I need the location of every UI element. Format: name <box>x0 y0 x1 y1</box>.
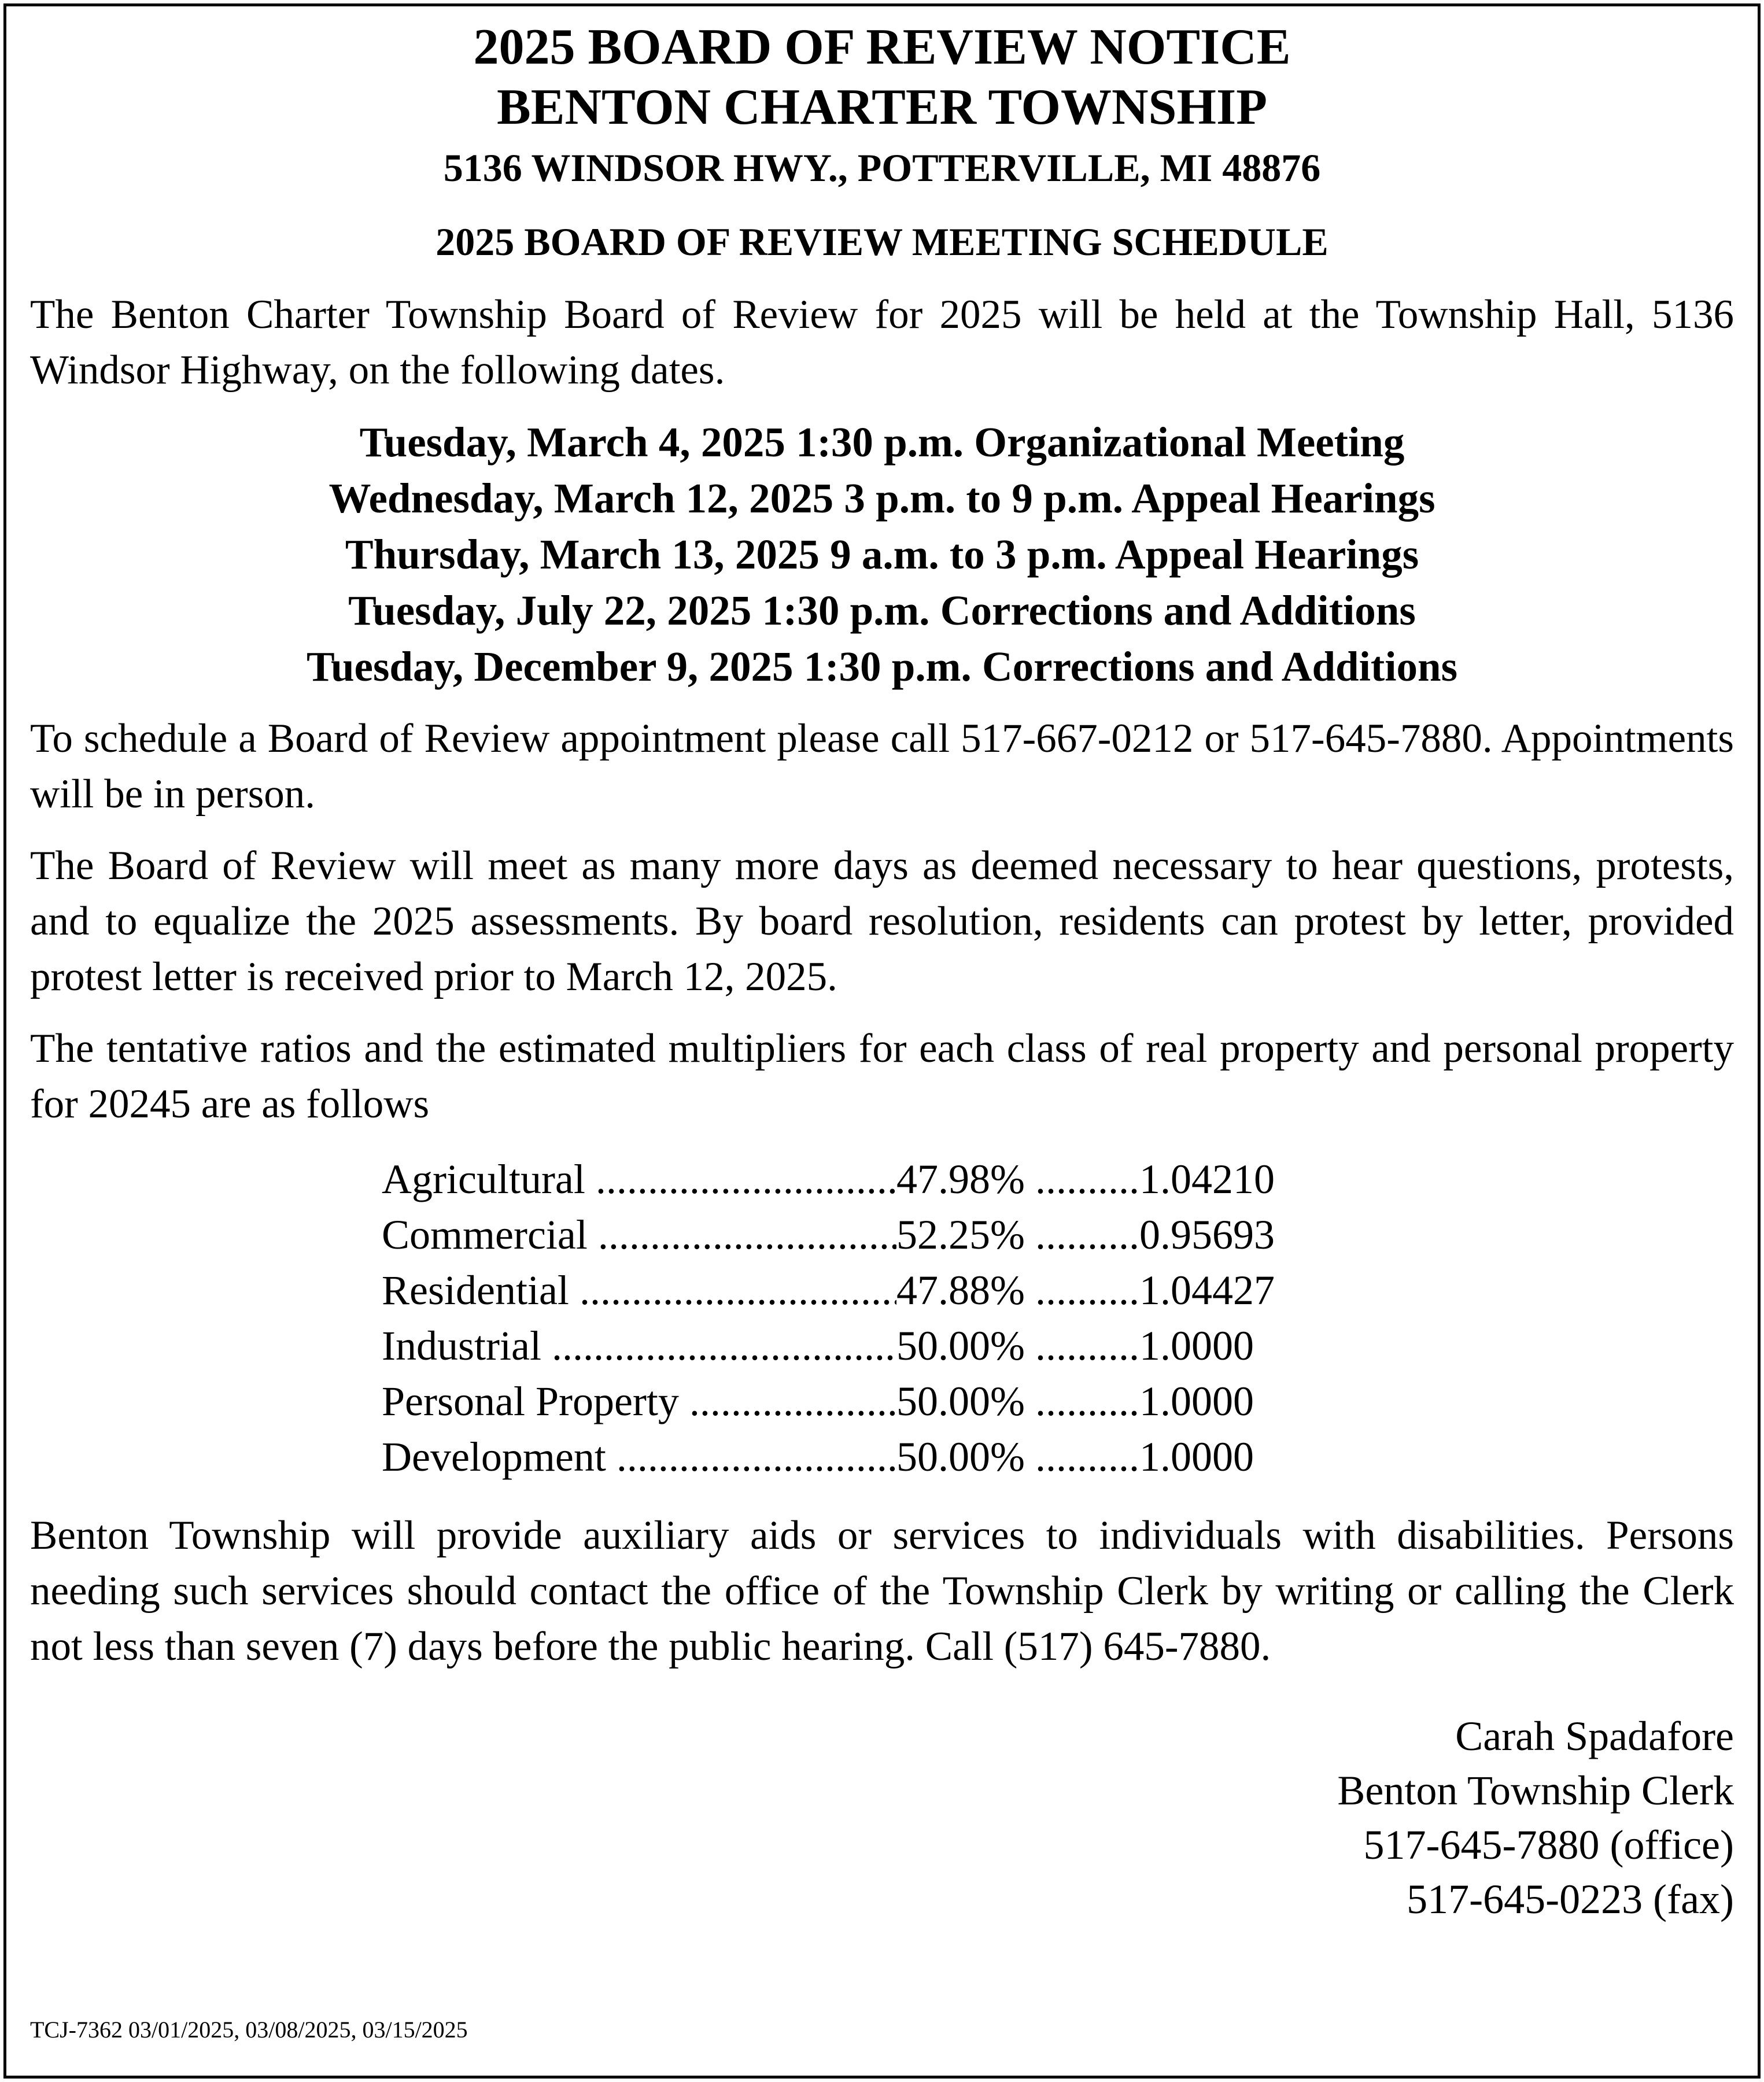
notice-title: 2025 BOARD OF REVIEW NOTICE <box>473 19 1291 75</box>
ratio-class: Residential ..... <box>382 1263 896 1318</box>
signature-block <box>30 1709 1734 1926</box>
township-name: BENTON CHARTER TOWNSHIP <box>497 79 1267 135</box>
ratios-intro-paragraph: The tentative ratios and the estimated multipliers for each class of real property and personal property for 20245 are as follows <box>30 1026 1734 1127</box>
ratio-row <box>382 1318 1423 1374</box>
ratio-row <box>382 1151 1423 1207</box>
ratio-value: 50.00% ..... <box>896 1318 1139 1374</box>
ratio-value: 50.00% ..... <box>896 1429 1139 1485</box>
multiplier-value: 1.0000 <box>1139 1378 1254 1424</box>
multiplier-value: 1.0000 <box>1139 1434 1254 1480</box>
clerk-name: Carah Spadafore <box>1455 1713 1734 1759</box>
ratio-value: 47.88% ..... <box>896 1263 1139 1318</box>
schedule-item: Thursday, March 13, 2025 9 a.m. to 3 p.m. Appeal Hearings <box>345 531 1419 578</box>
ratio-value: 47.98% ..... <box>896 1151 1139 1207</box>
intro-paragraph: The Benton Charter Township Board of Review for 2025 will be held at the Township Hall, 5136 Windsor Highway, on the following dates. <box>30 292 1734 393</box>
multiplier-value: 0.95693 <box>1139 1212 1275 1258</box>
multiplier-value: 1.04210 <box>1139 1156 1275 1202</box>
ratio-class: Development ..... <box>382 1429 896 1485</box>
ratio-class: Agricultural ..... <box>382 1151 896 1207</box>
clerk-title: Benton Township Clerk <box>1337 1767 1734 1814</box>
meeting-schedule <box>30 414 1734 695</box>
accessibility-paragraph: Benton Township will provide auxiliary aids or services to individuals with disabilities. Persons needing such services should contact the office of the Township Clerk by writing or calling the Clerk not less than seven (7) days before the public hearing. Call (517) 645-7880. <box>30 1513 1734 1669</box>
ratio-row <box>382 1374 1423 1429</box>
ratio-value: 50.00% ..... <box>896 1374 1139 1429</box>
ratio-class: Commercial ..... <box>382 1207 896 1263</box>
publication-footer: TCJ-7362 03/01/2025, 03/08/2025, 03/15/2025 <box>30 2017 468 2043</box>
ratio-value: 52.25% ..... <box>896 1207 1139 1263</box>
ratio-row <box>382 1207 1423 1263</box>
schedule-item: Tuesday, July 22, 2025 1:30 p.m. Corrections and Additions <box>348 587 1416 634</box>
ratio-row <box>382 1429 1423 1485</box>
schedule-item: Tuesday, December 9, 2025 1:30 p.m. Corrections and Additions <box>306 643 1458 690</box>
township-address: 5136 WINDSOR HWY., POTTERVILLE, MI 48876 <box>443 146 1321 190</box>
clerk-fax: 517-645-0223 (fax) <box>1407 1876 1734 1922</box>
schedule-item: Wednesday, March 12, 2025 3 p.m. to 9 p.m. Appeal Hearings <box>329 475 1435 522</box>
ratio-class: Personal Property ..... <box>382 1374 896 1429</box>
ratios-table <box>382 1151 1423 1485</box>
multiplier-value: 1.04427 <box>1139 1267 1275 1313</box>
clerk-office-phone: 517-645-7880 (office) <box>1363 1822 1734 1868</box>
schedule-item: Tuesday, March 4, 2025 1:30 p.m. Organizational Meeting <box>359 419 1405 466</box>
ratio-row <box>382 1263 1423 1318</box>
ratio-class: Industrial ..... <box>382 1318 896 1374</box>
notice-content <box>30 17 1734 1926</box>
schedule-heading: 2025 BOARD OF REVIEW MEETING SCHEDULE <box>436 220 1328 264</box>
appointment-paragraph: To schedule a Board of Review appointment please call 517-667-0212 or 517-645-7880. Appointments will be in person. <box>30 716 1734 817</box>
meeting-paragraph: The Board of Review will meet as many more days as deemed necessary to hear questions, protests, and to equalize the 2025 assessments. By board resolution, residents can protest by letter, provided protest letter is received prior to March 12, 2025. <box>30 843 1734 999</box>
multiplier-value: 1.0000 <box>1139 1323 1254 1369</box>
